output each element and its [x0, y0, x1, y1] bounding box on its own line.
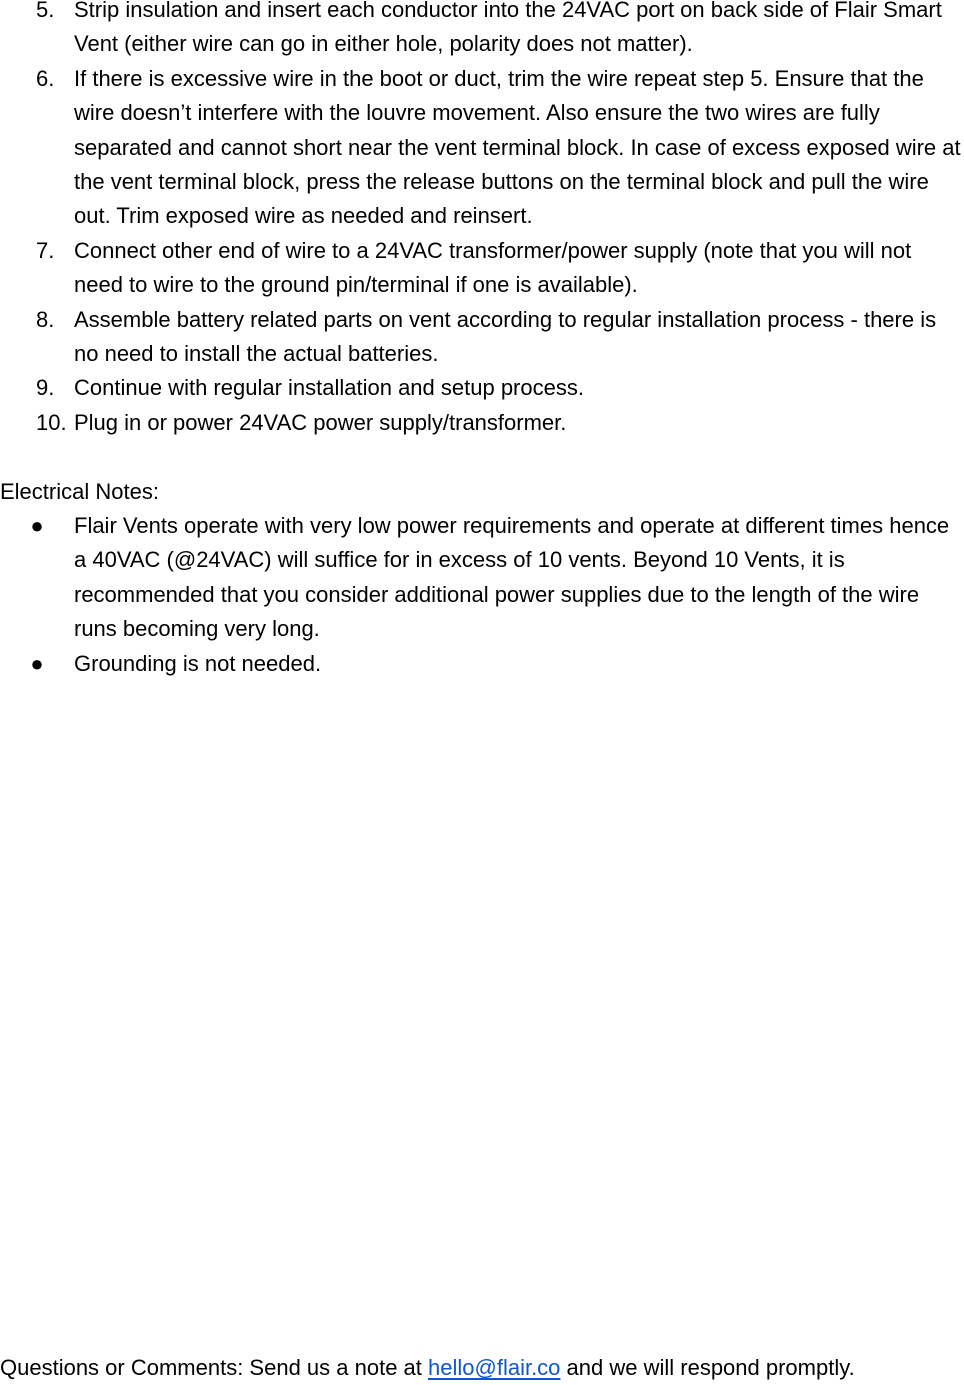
footer-contact-line [0, 1351, 964, 1385]
step-text: Continue with regular installation and setup process. [74, 375, 584, 401]
list-item-step-9 [0, 371, 964, 405]
step-number: 9. [36, 375, 55, 401]
step-text: Strip insulation and insert each conductor into the 24VAC port on back side of Flair Smart Vent (either wire can go in either hole, polarity does not matter). [74, 0, 942, 57]
blank-line [0, 440, 964, 474]
footer-suffix: and we will respond promptly. [560, 1355, 855, 1380]
list-item-step-5 [0, 0, 964, 62]
step-text: Plug in or power 24VAC power supply/transformer. [74, 409, 567, 435]
step-number: 10. [36, 409, 67, 435]
list-item-note [0, 509, 964, 647]
note-text: Grounding is not needed. [74, 650, 322, 676]
step-number: 7. [36, 237, 55, 263]
list-item-step-8 [0, 303, 964, 372]
step-number: 5. [36, 0, 55, 22]
list-item-step-7 [0, 234, 964, 303]
step-text: Assemble battery related parts on vent according to regular installation process - there is no need to install the actual batteries. [74, 306, 937, 367]
note-text: Flair Vents operate with very low power requirements and operate at different times hence a 40VAC (@24VAC) will suffice for in excess of 10 vents. Beyond 10 Vents, it is recommended that you consider additional power supplies due to the length of the wire runs becoming very long. [74, 513, 950, 642]
installation-steps-list [0, 0, 964, 440]
footer-prefix: Questions or Comments: Send us a note at [0, 1355, 429, 1380]
document-content [0, 0, 964, 681]
bullet-icon: ● [30, 513, 44, 539]
electrical-notes-heading: Electrical Notes: [0, 478, 159, 504]
list-item-step-10 [0, 406, 964, 440]
step-number: 6. [36, 65, 55, 91]
email-link[interactable]: hello@flair.co [428, 1355, 561, 1380]
step-number: 8. [36, 306, 55, 332]
list-item-step-6 [0, 62, 964, 234]
electrical-notes-list [0, 509, 964, 681]
list-item-note [0, 647, 964, 681]
step-text: If there is excessive wire in the boot or duct, trim the wire repeat step 5. Ensure that the wire doesn’t interfere with the louvre movement. Also ensure the two wires are fully separated and cannot short near the vent terminal block. In case of excess exposed wire at the vent terminal block, press the release buttons on the terminal block and pull the wire out. Trim exposed wire as needed and reinsert. [74, 65, 961, 229]
step-text: Connect other end of wire to a 24VAC transformer/power supply (note that you will not need to wire to the ground pin/terminal if one is available). [74, 237, 912, 298]
bullet-icon: ● [30, 650, 44, 676]
